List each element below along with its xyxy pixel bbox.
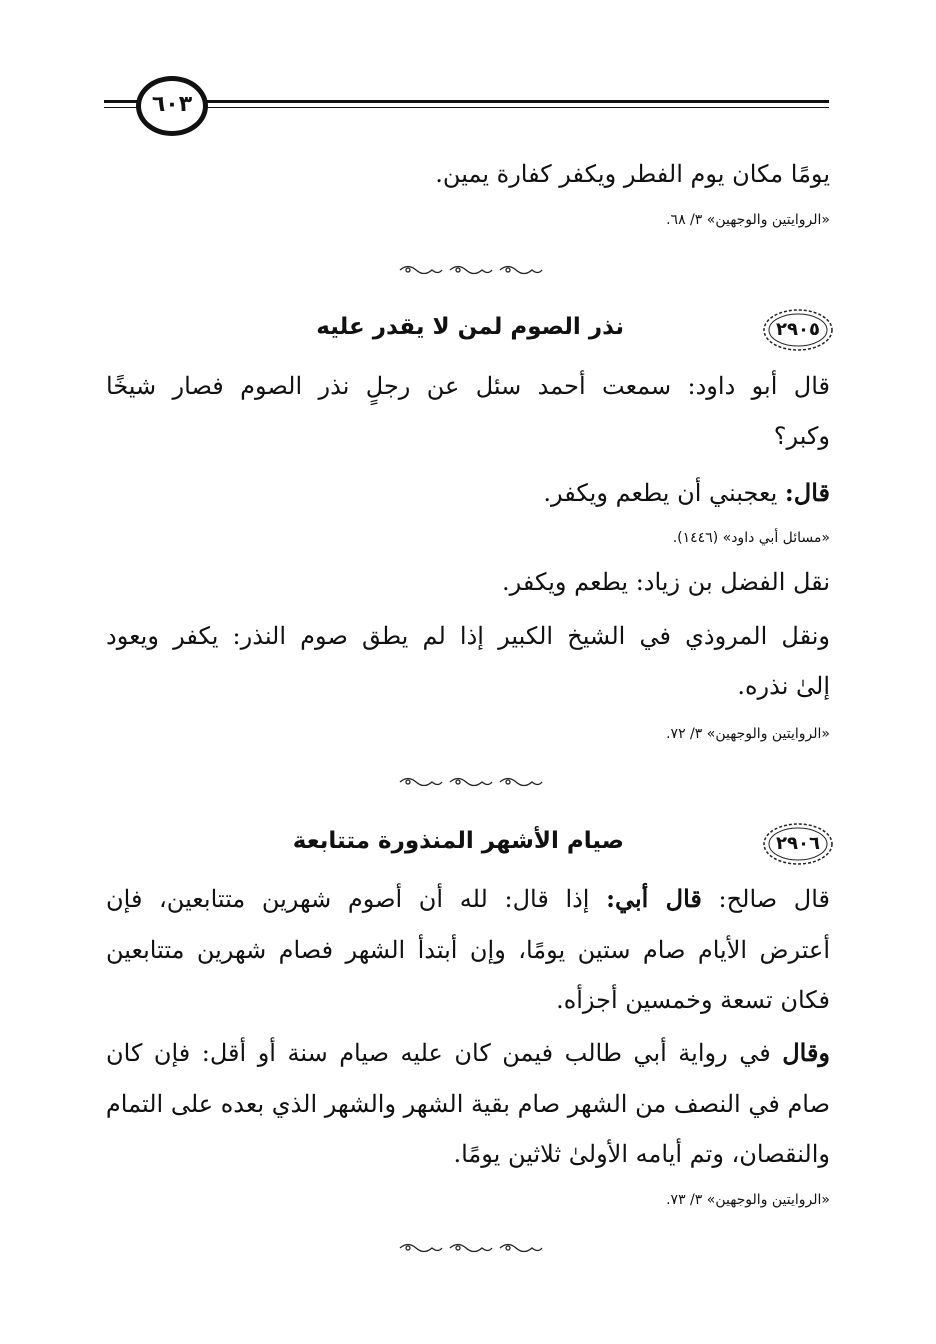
reference: «الروايتين والوجهين» ٣/ ٧٣. <box>666 1192 830 1208</box>
quote-text: إذا قال: لله أن أصوم شهرين متتابعين، فإن <box>106 885 607 913</box>
page-number: ٦٠٣ <box>151 92 193 117</box>
paragraph-line <box>106 884 830 913</box>
quote-text: قال صالح: <box>701 885 831 913</box>
page-number-circle <box>136 76 208 136</box>
section-title: نذر الصوم لمن لا يقدر عليه <box>316 314 624 340</box>
paragraph-line: إلىٰ نذره. <box>737 672 830 700</box>
paragraph-line: أعترض الأيام صام ستين يومًا، وإن أبتدأ الشهر فصام شهرين متتابعين <box>106 936 830 964</box>
page-header <box>104 78 829 138</box>
reference: «الروايتين والوجهين» ٣/ ٦٨. <box>666 212 830 228</box>
paragraph-line <box>543 478 830 507</box>
divider-ornament <box>396 774 546 790</box>
reference: «مسائل أبي داود» (١٤٤٦). <box>672 530 830 546</box>
paragraph-line: وكبر؟ <box>773 422 830 450</box>
paragraph-line: ونقل المروذي في الشيخ الكبير إذا لم يطق صوم النذر: يكفر ويعود <box>106 622 830 650</box>
header-rule <box>104 100 829 103</box>
quote-text: في رواية أبي طالب فيمن كان عليه صيام سنة أو أقل: فإن كان <box>106 1039 783 1067</box>
paragraph-line: فكان تسعة وخمسين أجزأه. <box>556 986 830 1014</box>
header-rule-thin <box>104 107 829 108</box>
section-number: ٢٩٠٦ <box>776 833 820 854</box>
paragraph-line: نقل الفضل بن زياد: يطعم ويكفر. <box>501 568 830 596</box>
paragraph-line: صام في النصف من الشهر صام بقية الشهر والشهر الذي بعده على التمام <box>105 1090 830 1118</box>
quote-text: يعجبني أن يطعم ويكفر. <box>543 479 785 507</box>
speaker-label: وقال <box>782 1038 830 1067</box>
paragraph-line: يومًا مكان يوم الفطر ويكفر كفارة يمين. <box>435 160 830 188</box>
divider-ornament <box>396 262 546 278</box>
paragraph-line: والنقصان، وتم أيامه الأولىٰ ثلاثين يومًا. <box>453 1140 830 1168</box>
paragraph-line: قال أبو داود: سمعت أحمد سئل عن رجلٍ نذر الصوم فصار شيخًا <box>106 372 830 400</box>
speaker-label: قال: <box>784 478 830 507</box>
speaker-label: قال أبي: <box>606 884 702 913</box>
section-title: صيام الأشهر المنذورة متتابعة <box>292 828 624 854</box>
section-number: ٢٩٠٥ <box>776 319 820 340</box>
reference: «الروايتين والوجهين» ٣/ ٧٢. <box>666 726 830 742</box>
paragraph-line <box>106 1038 830 1067</box>
divider-ornament <box>396 1240 546 1256</box>
